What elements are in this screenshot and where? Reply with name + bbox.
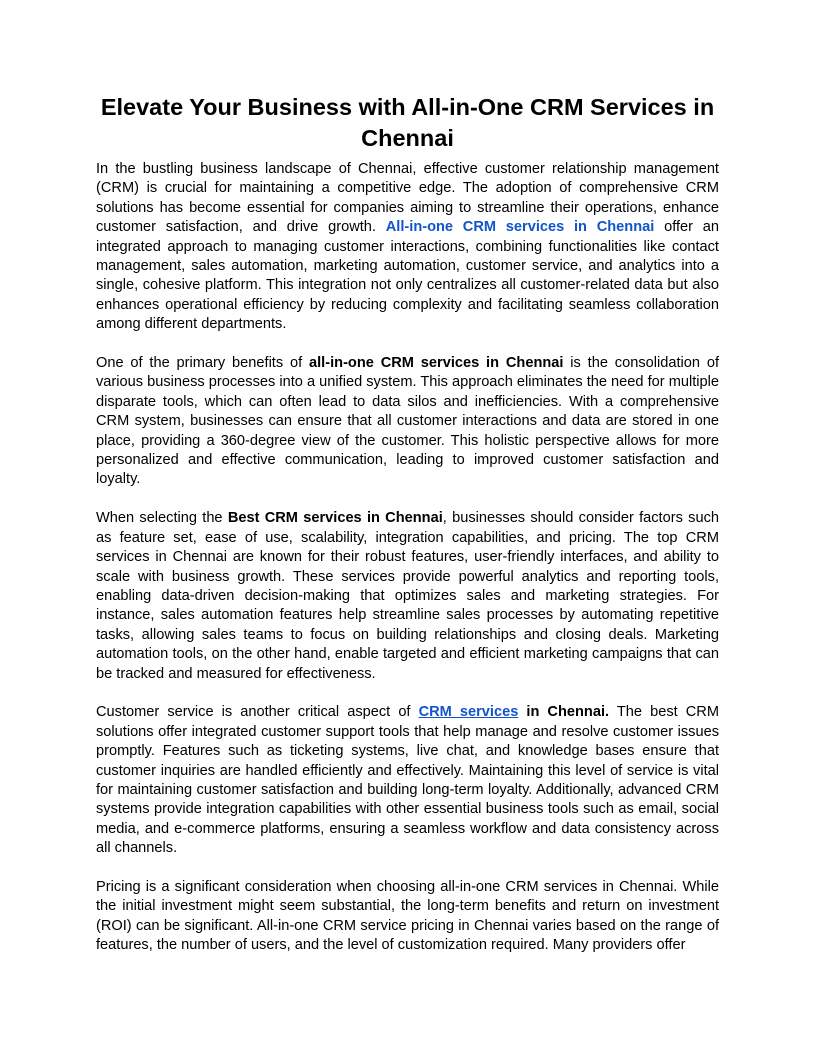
document-page	[96, 92, 719, 975]
paragraph-text: Customer service is another critical aspect of	[96, 704, 419, 721]
paragraph-text: The best CRM solutions offer integrated customer support tools that help manage and resolve customer issues promptly. Features such as ticketing systems, live chat, and knowledge bases ensure that customer inquiries are handled efficiently and effectively. Maintaining this level of service is vital for maintaining customer satisfaction and building long-term loyalty. Additionally, advanced CRM systems provide integration capabilities with other essential business tools such as email, social media, and e-commerce platforms, ensuring a seamless workflow and data consistency across all channels.	[96, 704, 719, 857]
paragraph-text: One of the primary benefits of	[96, 355, 310, 372]
bold-phrase: Best CRM services in Chennai	[227, 510, 443, 527]
paragraph-selection	[96, 509, 719, 684]
paragraph-pricing	[96, 878, 719, 956]
bold-phrase: all-in-one CRM services in Chennai	[309, 355, 564, 372]
paragraph-text: , businesses should consider factors such as feature set, ease of use, scalability, integration capabilities, and pricing. The top CRM services in Chennai are known for their robust features, user-friendly interfaces, and ability to scale with business growth. These services provide powerful analytics and reporting tools, enabling data-driven decision-making that optimizes sales and marketing strategies. For instance, sales automation features help streamline sales processes by automating repetitive tasks, allowing sales teams to focus on building relationships and closing deals. Marketing automation tools, on the other hand, enable targeted and efficient marketing campaigns that can be tracked and measured for effectiveness.	[96, 510, 719, 682]
paragraph-text: is the consolidation of various business processes into a unified system. This approach eliminates the need for multiple disparate tools, which can often lead to data silos and inefficiencies. With a comprehensive CRM system, businesses can ensure that all customer interactions and data are stored in one place, providing a 360-degree view of the customer. This holistic perspective allows for more personalized and effective communication, leading to improved customer satisfaction and loyalty.	[96, 355, 719, 488]
document-title: Elevate Your Business with All-in-One CRM Services in Chennai	[100, 94, 715, 151]
paragraph-intro	[96, 160, 719, 335]
bold-phrase: in Chennai.	[518, 704, 610, 721]
crm-services-link[interactable]: CRM services	[418, 704, 519, 721]
all-in-one-crm-link[interactable]: All-in-one CRM services in Chennai	[385, 219, 655, 236]
paragraph-text: In the bustling business landscape of Chennai, effective customer relationship management (CRM) is crucial for maintaining a competitive edge. The adoption of comprehensive CRM solutions has become essential for companies aiming to streamline their operations, enhance customer satisfaction, and drive growth.	[96, 161, 719, 236]
paragraph-text: offer an integrated approach to managing customer interactions, combining functionalities like contact management, sales automation, marketing automation, customer service, and analytics into a single, cohesive platform. This integration not only centralizes all customer-related data but also enhances operational efficiency by reducing complexity and facilitating seamless collaboration among different departments.	[96, 219, 720, 333]
paragraph-benefits	[96, 354, 719, 490]
paragraph-customer-service	[96, 703, 719, 858]
paragraph-text: Pricing is a significant consideration when choosing all-in-one CRM services in Chennai. While the initial investment might seem substantial, the long-term benefits and return on investment (ROI) can be significant. All-in-one CRM service pricing in Chennai varies based on the range of features, the number of users, and the level of customization required. Many providers offer	[96, 878, 719, 954]
paragraph-text: When selecting the	[96, 510, 228, 527]
